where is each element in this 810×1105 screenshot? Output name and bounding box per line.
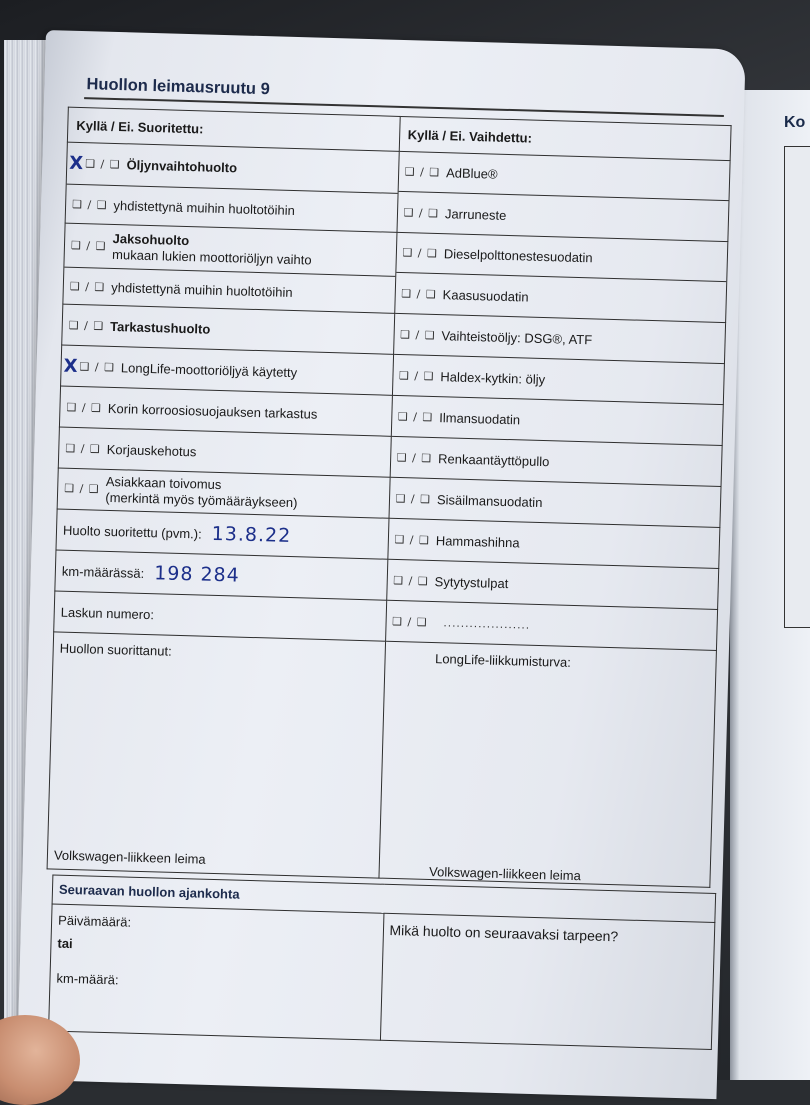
or-label: tai [57,935,73,952]
next-page-box [784,146,810,628]
check-mark: X [68,152,84,175]
invoice-label: Laskun numero: [60,604,155,622]
checkbox-yes-no[interactable]: ❑ / ❑ [84,157,121,172]
item-label: Sytytystulpat [434,573,509,591]
checkbox-yes-no[interactable]: ❑ / ❑ [403,205,440,220]
longlife-mobility-label: LongLife-liikkumisturva: [434,651,572,670]
item-label: Ilmansuodatin [439,409,521,427]
checkbox-yes-no[interactable]: ❑ / ❑ [397,409,434,424]
item-label: Haldex-kytkin: öljy [440,368,546,387]
next-service-table [48,875,716,1050]
checkbox-yes-no[interactable]: ❑ / ❑ [65,441,101,456]
next-service-right [380,914,714,1049]
dealer-stamp-label-left: Volkswagen-liikkeen leima [53,847,206,867]
checkbox-yes-no[interactable]: ❑ / ❑ [68,318,105,333]
checkbox-yes-no[interactable]: ❑ / ❑ [394,532,431,547]
longlife-box [379,642,716,887]
item-label: Dieselpolttonestesuodatin [443,246,593,266]
date-label: Päivämäärä: [57,912,132,930]
checkbox-yes-no[interactable]: ❑ / ❑ [71,197,108,212]
checkbox-yes-no[interactable]: ❑ / ❑ [66,400,103,415]
left-header: Kyllä / Ei. Suoritettu: [76,117,204,137]
checkbox-yes-no[interactable]: ❑ / ❑ [64,481,100,496]
performer-box [48,632,385,877]
dealer-stamp-label-right: Volkswagen-liikkeen leima [428,864,582,884]
checkbox-yes-no[interactable]: ❑ / ❑ [396,450,433,465]
next-question: Mikä huolto on seuraavaksi tarpeen? [389,921,619,945]
wish-line2: (merkintä myös työmääräykseen) [105,489,298,511]
inspection-label: Tarkastushuolto [109,318,211,337]
next-page-heading: Ko [784,114,806,131]
done-date-value[interactable]: 13.8.22 [211,522,292,548]
km-label: km-määrässä: [61,563,145,581]
performer-label: Huollon suorittanut: [59,640,172,659]
combined-label: yhdistettynä muihin huoltotöihin [113,197,296,218]
check-mark: X [63,355,78,377]
interval-title: Jaksohuolto [112,230,190,248]
item-label: Sisäilmansuodatin [436,491,543,510]
next-km-label: km-määrä: [56,970,119,988]
repair-label: Korjauskehotus [106,441,197,459]
page-title: Huollon leimausruutu 9 [86,75,271,99]
item-label: Hammashihna [435,532,520,550]
oil-change-label: Öljynvaihtohuolto [126,157,238,176]
checkbox-yes-no[interactable]: ❑ / ❑ [69,279,106,294]
done-label: Huolto suoritettu (pvm.): [62,522,202,542]
item-label: Renkaantäyttöpullo [437,450,550,469]
wish-line1: Asiakkaan toivomus [105,473,222,493]
checkbox-yes-no[interactable]: ❑ / ❑ [404,165,441,180]
checkbox-yes-no[interactable]: ❑ / ❑ [402,246,439,261]
service-table [47,107,732,888]
checkbox-yes-no[interactable]: ❑ / ❑ [393,573,429,588]
checkbox-yes-no[interactable]: ❑ / ❑ [399,327,436,342]
combined-label: yhdistettynä muihin huoltotöihin [111,279,293,300]
checkbox-yes-no[interactable]: ❑ / ❑ [401,286,437,301]
item-label: Vaihteistoöljy: DSG®, ATF [441,327,593,347]
checkbox-yes-no[interactable]: ❑ / ❑ [391,614,428,629]
next-service-left [49,905,383,1040]
item-label: Jarruneste [444,205,507,223]
item-label: Kaasusuodatin [442,286,529,305]
km-value[interactable]: 198 284 [153,562,241,587]
booklet-page [17,30,746,1099]
checkbox-yes-no[interactable]: ❑ / ❑ [70,238,107,253]
longlife-label: LongLife-moottoriöljyä käytetty [120,359,298,380]
checkbox-yes-no[interactable]: ❑ / ❑ [395,491,432,506]
next-service-header: Seuraavan huollon ajankohta [58,881,240,902]
next-page [730,90,810,1080]
blank-dots: .................... [443,615,531,632]
checkbox-yes-no[interactable]: ❑ / ❑ [398,368,435,383]
corrosion-label: Korin korroosiosuojauksen tarkastus [107,400,318,422]
checkbox-yes-no[interactable]: ❑ / ❑ [79,359,116,374]
item-label: AdBlue® [445,165,498,182]
interval-sub: mukaan lukien moottoriöljyn vaihto [111,246,312,268]
right-header: Kyllä / Ei. Vaihdettu: [407,127,533,146]
